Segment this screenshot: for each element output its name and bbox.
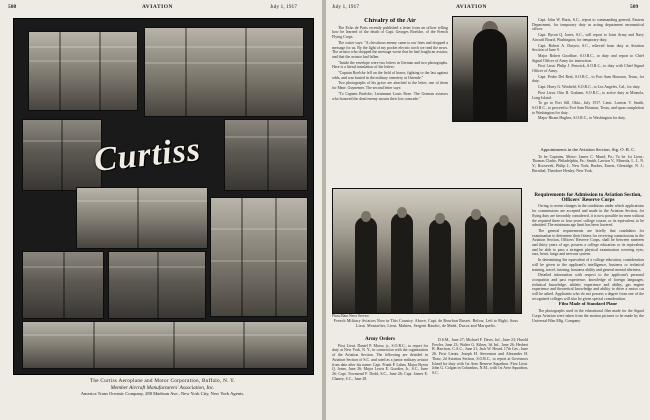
right-page	[326, 0, 650, 420]
photo-bottom-strip	[22, 321, 308, 369]
curtiss-logo: Curtiss	[92, 130, 203, 179]
order-paragraph: To go to Fort Sill, Okla., July 1917. Lieut. Lawton V. Smith, S.O.R.C., to proceed to Fort Sam Houston, Texas, and upon completion to Washington for duty.	[532, 101, 644, 115]
photo-machine-shop-1	[22, 251, 104, 319]
photo-aviator-portrait	[452, 16, 528, 122]
army-orders-continued	[432, 338, 528, 418]
chivalry-paragraph: The writer says: "A chivalrous enemy came to our lines and dropped a message for us. By the light of my pocket electric torch we read the news. The aviator who dropped the message wrote that he had fought an aviator, and that the aviator had fallen.	[332, 40, 448, 59]
order-paragraph: Capt. John W. Burts, S.C., report to commanding general, Eastern Department, for temporary duty as acting department aeronautical officer.	[532, 18, 644, 32]
photo-machine-shop-2	[108, 251, 206, 319]
order-paragraph: Major Robert Goodhue, S.O.R.C., to duty and report to Chief Signal Officer of Army for instruction.	[532, 53, 644, 63]
order-paragraph: First Lieut. Otto B. Graham, S.O.R.C., to active duty at Mineola, Long Island.	[532, 90, 644, 100]
right-page-date: July 1, 1917	[332, 4, 360, 10]
group-photo-caption: French Military Aviators Now in This Country. Above, Capt. de Bourbon Busset. Below, Left to Right, Sous Lieut. Montarlier, Lieut. Mahieu, Sergent Baudot, de Mahé, Ducos and Marquelis.	[333, 319, 519, 328]
army-orders-title: Army Orders	[364, 336, 396, 342]
photo-aeroplane-frame	[210, 197, 308, 317]
army-orders-section	[332, 336, 428, 418]
appointments-section	[532, 148, 644, 190]
requirements-paragraph: The general requirements are briefly that candidates for examination to determine their fitness for receiving commissions in the Aviation Section, Officers' Reserve Corps, shall be between nineteen and thirty years of age, possess a college education or its equivalent, and be able to pass a stringent physical examination covering eyes, ears, heart, lungs and nervous system.	[532, 228, 644, 257]
chivalry-paragraph: "Captain Boelcke fell on the field of honor, fighting to the last against odds, and was buried in the military cemetery at Ostende."	[332, 71, 448, 80]
requirements-paragraph: Owing to recent changes in the conditions under which applications for commissions are accepted and made in the Aviation Section, for flying duty are favorably considered, it is now possible for men without the required three or four years' college course, or its equivalent, to be admitted. The minimum age limit has been lowered.	[532, 204, 644, 228]
right-magazine-title: AVIATION	[456, 4, 487, 10]
chivalry-paragraph: "To Captain Boelcke, Lieutenant Louis Rose. The German aviators who honored the dead enemy mourn their lost comrade."	[332, 91, 448, 101]
left-page-number: 508	[8, 4, 17, 10]
order-paragraph: Capt. Harry G. Winfield, S.O.R.C., to Los Angeles, Cal., for duty.	[538, 85, 641, 90]
order-paragraph: First Lieut. Philip J. Fenwick, S.O.R.C., to duty with Chief Signal Officer of Army.	[532, 64, 644, 74]
requirements-paragraph: In determining the equivalent of a college education, consideration will be given to the applicant's intelligence, business or technical training, travel, tutoring, business ability and general mental alertness.	[532, 258, 644, 272]
chivalry-paragraph: "Inside the envelope were two letters in German and two photographs. Here is a literal translation of the letters:	[332, 60, 448, 70]
appointments-text: To be Captains, Motor: James C. Mund, Pa.; To be 1st Lieut.: Thomas Clarke, Philadelphia, Pa.; Smith, Lawton V., Mineola, L. I., N. Y.; Roosevelt, Philip J., New York; Burkes, Ernest, Glenridge, N. J.; Bernthal, Theodore Henley, New York.	[532, 154, 644, 173]
photo-factory-hall-2	[144, 27, 304, 117]
appointments-title: Appointments in the Aviation Section, Sig. O. R. C.	[540, 148, 636, 152]
photo-french-aviators-group	[332, 188, 522, 314]
order-paragraph: Capt. Robert A. Duryea, S.C., relieved from duty at Aviation Section of June 9.	[532, 43, 644, 53]
curtiss-photo-collage	[13, 18, 314, 375]
requirements-section	[532, 192, 644, 418]
film-subhead: Film Made of Standard Plane	[558, 301, 618, 307]
right-page-header	[326, 4, 650, 14]
left-page-date: July 1, 1917	[270, 4, 298, 10]
photo-assembly-floor	[76, 187, 208, 249]
chivalry-paragraph: Two photographs of his grave are attached to the letter, one of them for Mme. Guynemer. The second letter says:	[332, 81, 448, 91]
left-page-caption	[13, 378, 312, 397]
chivalry-paragraph: The Echo de Paris recently published a letter from an officer telling how he learned of the death of Capt. Georges Boelcke, of the French Flying Corps.	[332, 25, 448, 40]
caption-membership: Member Aircraft Manufacturers' Association, Inc.	[110, 384, 215, 391]
order-paragraph: Major Hiram Hughes, S.O.R.C., to Washington for duty.	[538, 116, 626, 121]
requirements-title: Requirements for Admission to Aviation Section, Officers' Reserve Corps	[534, 192, 642, 203]
orders-column	[532, 18, 644, 146]
order-paragraph: Capt. Byron Q. Jones, S.C., will report to Joint Army and Navy Aircraft Board, Washington, for temporary duty.	[532, 33, 644, 42]
left-page	[0, 0, 322, 420]
army-orders-text-left: First Lieut. Daniel P. Morse, jr., S.O.R.C., to report for duty at New York, N. Y., in connection with the organization of the Aviation Section. The following are detailed in Aviation Section of S.C. and rated as a junior military aviator from date after his name: Capt. Frank P. Lahm, Major Byron Q. Jones, June 26; Major Lewis E. Goodier, Jr., S.C., June 26; Capt. Townsend F. Dodd, S.C., June 26; Capt. James E. Chaney, S.C., June 28.	[332, 343, 428, 381]
army-orders-text-right: D.S.M., June 27; Michael F. Davis, Inf., June 23; Harold Fowler, June 23; Walter G. Kilner, 3d Inf., June 26; Herbert B. Harrison, C.A.C., June 21; Jack W. Heard, 17th Cav., June 26. First Lieuts. Joseph H. Stevenson and Alexander H. Thaw, 2d Aviation Section, S.O.R.C., to report at Governors Island for duty with 1st Aero Reserve Squadron. First Lieut. John G. Colgan in Columbus, N.M., with 1st Aero Squadron, S.C.	[432, 338, 528, 375]
photo-credit: Photo Bain News Service.	[332, 314, 370, 318]
photo-factory-hall-1	[28, 31, 138, 111]
order-paragraph: Capt. Pedro Del Real, S.O.R.C., to Fort Sam Houston, Texas, for duty.	[532, 74, 644, 84]
caption-agents: America Trans Oceanic Company, 280 Madison Ave., New York City, New York Agents.	[80, 391, 245, 396]
chivalry-column	[332, 18, 448, 184]
left-magazine-title: AVIATION	[142, 4, 173, 10]
photo-workshop-2	[224, 119, 308, 191]
photo-workshop-1	[22, 119, 102, 191]
chivalry-title: Chivalry of the Air	[364, 18, 416, 24]
left-page-header	[0, 4, 322, 14]
requirements-paragraph: Detailed information with respect to the applicant's personal occupation and past experience, knowledge of foreign languages, technical knowledge, athletic experience and ability, gas engine experience and theoretical knowledge and ability to drive a motor car will be asked. Applicants who do not possess a degree from one of the recognized colleges will also be given special consideration.	[532, 273, 644, 301]
film-paragraph: The photographs used in the educational film made for the Signal Corps Aviation were taken from the motion pictures to be made by the Universal Film Mfg. Company.	[532, 309, 644, 323]
right-page-number: 509	[630, 4, 639, 10]
caption-company: The Curtiss Aeroplane and Motor Corporation, Buffalo, N. Y.	[89, 378, 236, 384]
